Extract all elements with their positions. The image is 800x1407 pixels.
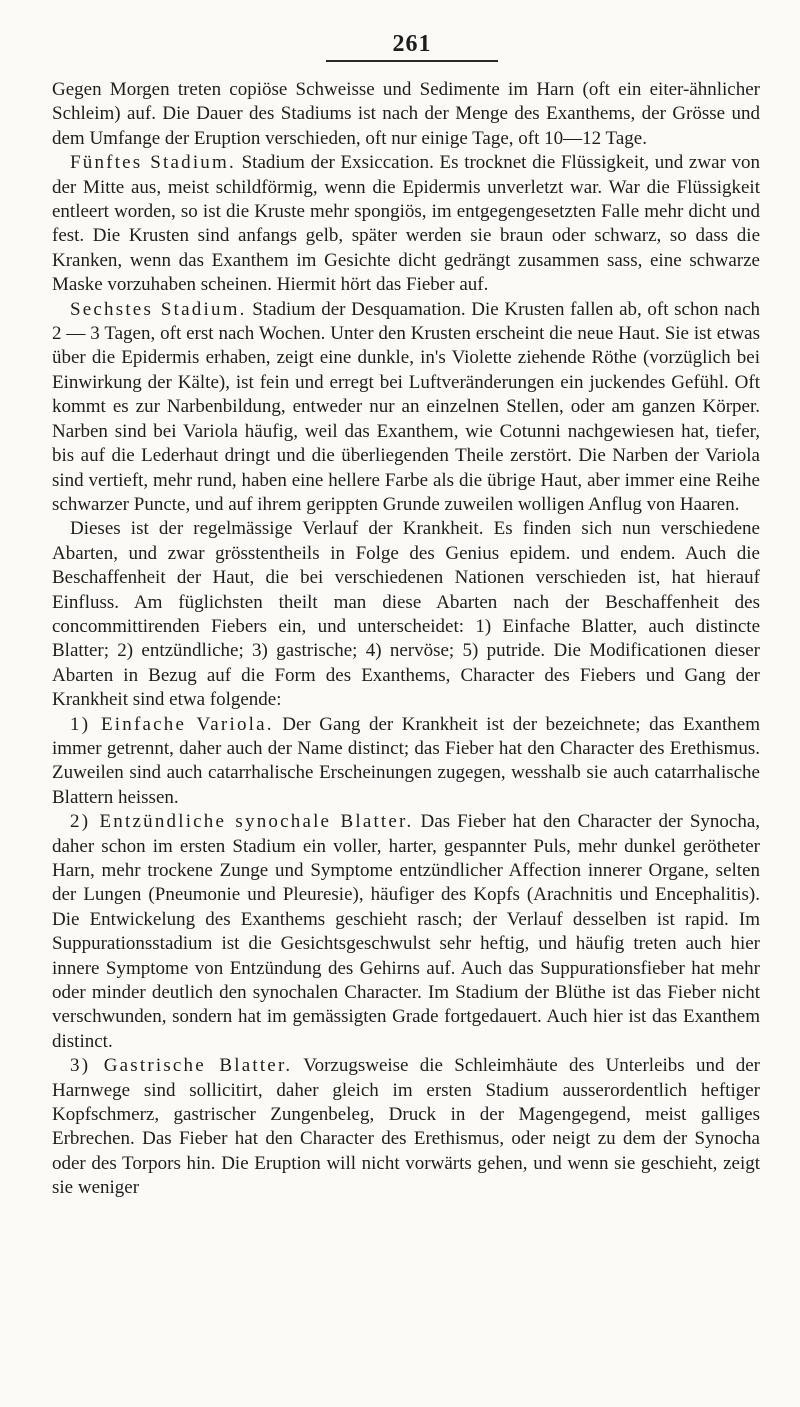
paragraph-text: Gegen Morgen treten copiöse Schweisse und Sedimente im Harn (oft ein eiter-ähnlicher Schleim) auf. Die Dauer des Stadiums ist nach der Menge des Exanthems, der Grösse und dem Umfange der Eruption verschieden, oft nur einige Tage, oft 10—12 Tage.	[52, 79, 760, 149]
paragraph-lead: 2) Entzündliche synochale Blatter.	[70, 811, 414, 833]
paragraph-1	[52, 78, 760, 151]
paragraph-text: Vorzugsweise die Schleimhäute des Unterleibs und der Harnwege sind sollicitirt, daher gleich im ersten Stadium ausserordentlich heftiger Kopfschmerz, gastrischer Zungenbeleg, Druck in der Magengegend, meist galliges Erbrechen. Das Fieber hat den Character des Erethismus, oder neigt zu dem der Synocha oder des Torpors hin. Die Eruption will nicht vorwärts gehen, und wenn sie geschieht, zeigt sie weniger	[52, 1055, 760, 1199]
paragraph-text: Stadium der Exsiccation. Es trocknet die Flüssigkeit, und zwar von der Mitte aus, meist schildförmig, wenn die Epidermis unverletzt war. War die Flüssigkeit entleert worden, so ist die Kruste mehr spongiös, im entgegengesetzten Falle mehr dicht und fest. Die Krusten sind anfangs gelb, später werden sie braun oder schwarz, so dass die Kranken, wenn das Exanthem im Gesichte dicht gedrängt zusammen sass, eine schwarze Maske vorzuhaben scheinen. Hiermit hört das Fieber auf.	[52, 152, 761, 296]
paragraph-text: Der Gang der Krankheit ist der bezeichnete; das Exanthem immer getrennt, daher auch der Name distinct; das Fieber hat den Character des Erethismus. Zuweilen sind auch catarrhalische Erscheinungen zugegen, wesshalb sie auch catarrhalische Blattern heissen.	[52, 713, 760, 808]
paragraph-lead: 3) Gastrische Blatter.	[70, 1055, 293, 1077]
paragraph-lead: 1) Einfache Variola.	[70, 713, 274, 735]
paragraph-text: Dieses ist der regelmässige Verlauf der Krankheit. Es finden sich nun verschiedene Abarten, und zwar grösstentheils in Folge des Genius epidem. und endem. Auch die Beschaffenheit der Haut, die bei verschiedenen Nationen verschieden ist, hat hierauf Einfluss. Am füglichsten theilt man diese Abarten nach der Beschaffenheit des concommittirenden Fiebers ein, und unterscheidet: 1) Einfache Blatter, auch distincte Blatter; 2) entzündliche; 3) gastrische; 4) nervöse; 5) putride. Die Modificationen dieser Abarten in Bezug auf die Form des Exanthems, Character des Fiebers und Gang der Krankheit sind etwa folgende:	[52, 518, 760, 711]
header-rule	[326, 60, 498, 62]
page-number: 261	[392, 31, 432, 57]
paragraph-text: Das Fieber hat den Character der Synocha, daher schon im ersten Stadium ein voller, harter, gespannter Puls, mehr dunkel gerötheter Harn, mehr trockene Zunge und Symptome entzündlicher Affection innerer Organe, selten der Lungen (Pneumonie und Pleuresie), häufiger des Kopfs (Arachnitis und Encephalitis). Die Entwickelung des Exanthems geschieht rasch; der Verlauf desselben ist rapid. Im Suppurationsstadium ist die Gesichtsgeschwulst sehr heftig, und häufig treten auch hier innere Symptome von Entzündung des Gehirns auf. Auch das Suppurationsfieber hat mehr oder minder deutlich den synochalen Character. Im Stadium der Blüthe ist das Fieber nicht verschwunden, sondern hat im gemässigten Grade fortgedauert. Auch hier ist das Exanthem distinct.	[52, 811, 760, 1052]
book-page	[52, 30, 760, 1201]
paragraph-2	[52, 151, 760, 297]
body-text	[52, 78, 760, 1201]
paragraph-4	[52, 517, 760, 712]
paragraph-5	[52, 713, 760, 811]
paragraph-lead: Fünftes Stadium.	[70, 152, 236, 174]
paragraph-lead: Sechstes Stadium.	[70, 298, 247, 320]
paragraph-3	[52, 298, 760, 518]
paragraph-text: Stadium der Desquamation. Die Krusten fallen ab, oft schon nach 2 — 3 Tagen, oft erst nach Wochen. Unter den Krusten erscheint die neue Haut. Sie ist etwas über die Epidermis erhaben, zeigt eine dunkle, in's Violette ziehende Röthe (vorzüglich bei Einwirkung der Kälte), ist fein und erregt bei Luftveränderungen ein juckendes Gefühl. Oft kommt es zur Narbenbildung, entweder nur an einzelnen Stellen, oder am ganzen Körper. Narben sind bei Variola häufig, weil das Exanthem, wie Cotunni nachgewiesen hat, tiefer, bis auf die Lederhaut dringt und die überliegenden Theile zerstört. Die Narben der Variola sind vertieft, mehr rund, haben eine hellere Farbe als die übrige Haut, aber immer eine Reihe schwarzer Puncte, und auf ihrem gerippten Grunde zuweilen wolligen Anflug von Haaren.	[52, 298, 761, 515]
paragraph-7	[52, 1054, 760, 1200]
paragraph-6	[52, 810, 760, 1054]
